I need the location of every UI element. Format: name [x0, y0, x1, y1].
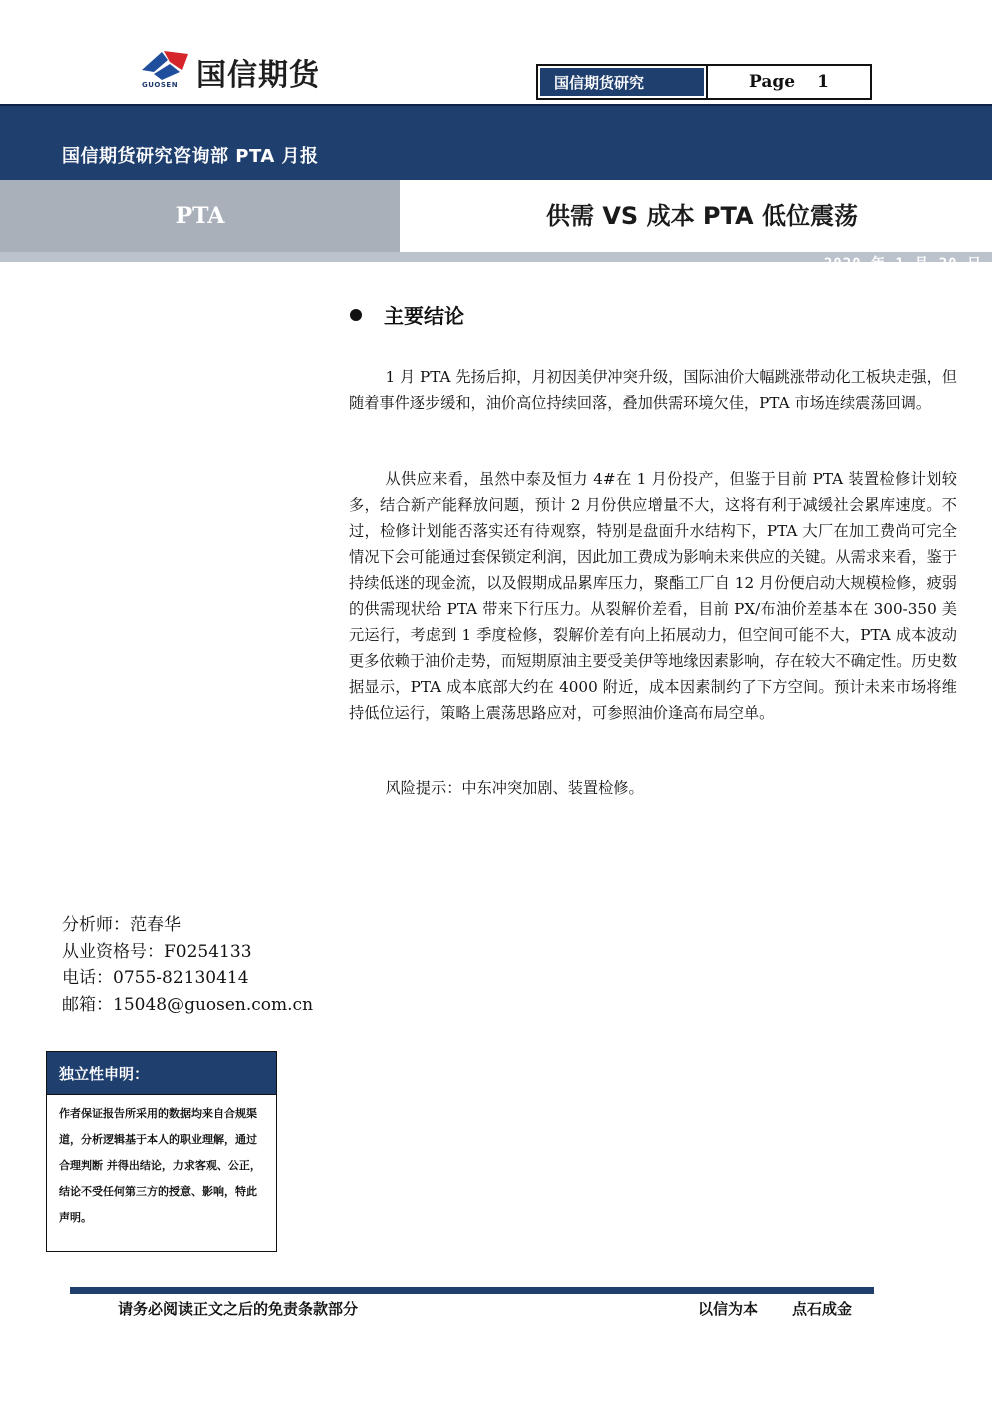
page-number: 1 — [817, 72, 829, 92]
company-logo — [138, 48, 378, 94]
conclusion-paragraph-2: 从供应来看，虽然中泰及恒力 4#在 1 月份投产，但鉴于目前 PTA 装置检修计划较多，结合新产能释放问题，预计 2 月份供应增量不大，这将有利于减缓社会累库速度。不过，检修计划能否落实还有待观察，特别是盘面升水结构下，PTA 大厂在加工费尚可完全情况下会可能通过套保锁定利润，因此加工费成为影响未来供应的关键。从需求来看，鉴于持续低迷的现金流，以及假期成品累库压力，聚酯工厂自 12 月份便启动大规模检修，疲弱的供需现状给 PTA 带来下行压力。从裂解价差看，目前 PX/布油价差基本在 300-350 美元运行，考虑到 1 季度检修，裂解价差有向上拓展动力，但空间可能不大，PTA 成本波动更多依赖于油价走势，而短期原油主要受美伊等地缘因素影响，存在较大不确定性。历史数据显示，PTA 成本底部大约在 4000 附近，成本因素制约了下方空间。预计未来市场将维持低位运行，策略上震荡思路应对，可参照油价逢高布局空单。 — [349, 470, 957, 722]
independence-title: 独立性申明： — [47, 1052, 276, 1095]
analyst-info — [62, 912, 313, 1018]
title-bar — [0, 180, 992, 272]
motto-1: 以信为本 — [698, 1300, 759, 1318]
page-label: Page — [749, 72, 796, 92]
report-series-title: 国信期货研究咨询部 PTA 月报 — [62, 146, 319, 167]
analyst-license: 从业资格号：F0254133 — [62, 941, 252, 962]
disclaimer-note: 请务必阅读正文之后的免责条款部分 — [118, 1300, 359, 1318]
risk-warning: 风险提示：中东冲突加剧、装置检修。 — [385, 779, 644, 797]
report-subtitle: 供需 VS 成本 PTA 低位震荡 — [546, 202, 858, 230]
section-tag: PTA — [0, 180, 400, 252]
analyst-name: 分析师：范春华 — [62, 915, 181, 935]
analyst-phone: 电话：0755-82130414 — [62, 968, 249, 988]
logo-name: 国信期货 — [196, 58, 320, 93]
conclusions-heading-text: 主要结论 — [384, 304, 464, 328]
independence-body: 作者保证报告所采用的数据均来自合规渠道，分析逻辑基于本人的职业理解，通过合理判断 并得出结论，力求客观、公正，结论不受任何第三方的授意、影响，特此声明。 — [59, 1107, 261, 1224]
research-label: 国信期货研究 — [538, 66, 706, 98]
footer-rule — [70, 1287, 874, 1294]
bullet-icon — [350, 309, 362, 321]
subtitle-panel — [400, 180, 992, 252]
conclusions-heading — [350, 300, 464, 329]
page-indicator — [706, 66, 870, 98]
page-tag-box — [536, 64, 872, 100]
footer-motto — [698, 1298, 852, 1319]
report-date: 2020 年 1 月 20 日 — [823, 256, 982, 272]
logo-sub: GUOSEN — [142, 81, 179, 89]
header-band — [0, 104, 992, 180]
motto-2: 点石成金 — [792, 1300, 853, 1318]
conclusion-paragraph-1: 1 月 PTA 先扬后抑，月初因美伊冲突升级，国际油价大幅跳涨带动化工板块走强，但随着事件逐步缓和，油价高位持续回落，叠加供需环境欠佳，PTA 市场连续震荡回调。 — [349, 368, 957, 412]
independence-statement — [46, 1051, 277, 1252]
analyst-email: 邮箱：15048@guosen.com.cn — [62, 994, 314, 1015]
